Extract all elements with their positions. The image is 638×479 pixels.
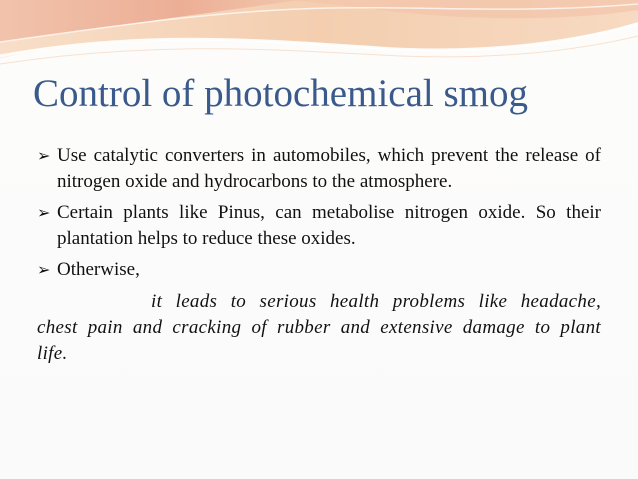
bullet-item xyxy=(37,143,601,195)
bullet-item xyxy=(37,257,601,283)
italic-note: it leads to serious health problems like headache, chest pain and cracking of rubber and extensive damage to plant life. xyxy=(37,291,601,364)
header-swoosh-decoration xyxy=(0,0,638,72)
arrow-bullet-icon: ➢ xyxy=(37,260,51,279)
bullet-text: Otherwise, xyxy=(57,259,140,280)
bullet-item xyxy=(37,200,601,252)
bullet-text: Certain plants like Pinus, can metabolise nitrogen oxide. So their plantation helps to reduce these oxides. xyxy=(57,202,601,249)
arrow-bullet-icon: ➢ xyxy=(37,203,51,222)
slide-body xyxy=(37,143,601,367)
bullet-text: Use catalytic converters in automobiles, which prevent the release of nitrogen oxide and hydrocarbons to the atmosphere. xyxy=(57,145,601,192)
slide-title: Control of photochemical smog xyxy=(33,72,529,115)
arrow-bullet-icon: ➢ xyxy=(37,146,51,165)
